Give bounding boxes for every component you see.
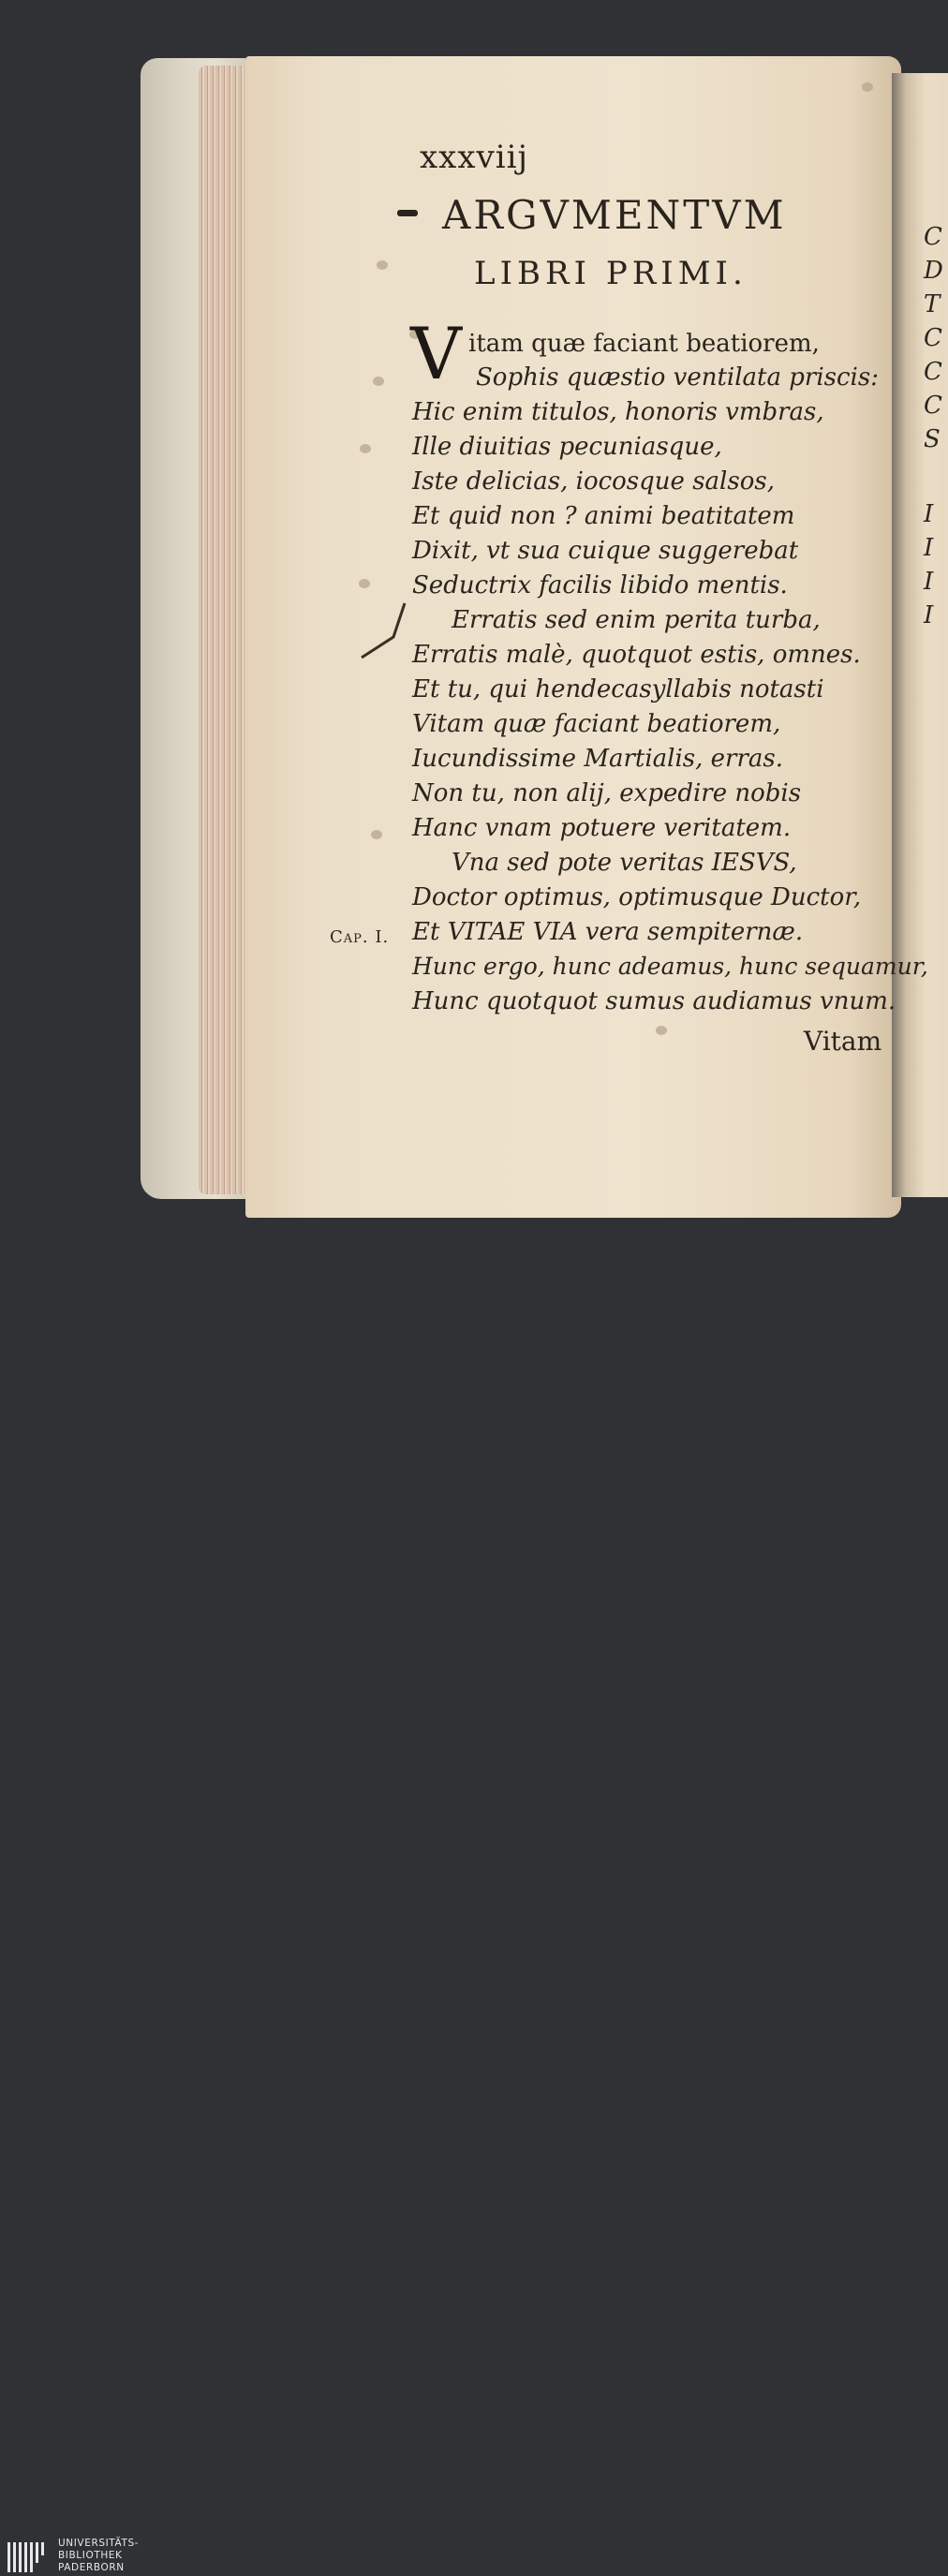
verse-line: Et VITAE VIA vera sempiternæ. (412, 918, 804, 946)
verse-line: Hunc quotquot sumus audiamus vnum. (412, 987, 896, 1015)
verse-line: Erratis sed enim perita turba, (452, 606, 821, 634)
next-page-fragment: C (924, 392, 942, 420)
logo-line: BIBLIOTHEK (58, 2550, 123, 2561)
worm-hole (360, 444, 371, 453)
next-page-fragment: I (924, 601, 934, 629)
worm-hole (373, 377, 384, 386)
next-page-fragment: I (924, 534, 934, 562)
verse-line: Dixit, vt sua cuique suggerebat (412, 537, 799, 565)
library-logo-text (58, 2538, 139, 2574)
footer-bar (0, 1267, 937, 2573)
worm-hole (862, 82, 873, 92)
verse-line: itam quæ faciant beatiorem, (468, 330, 820, 358)
verse-line: Non tu, non alij, expedire nobis (412, 779, 802, 807)
next-page-fragment: C (924, 223, 942, 251)
verse-line: Hic enim titulos, honoris vmbras, (412, 398, 824, 426)
catchword: Vitam (804, 1026, 882, 1057)
title-dash (397, 210, 418, 216)
margin-note: Cap. I. (330, 927, 390, 947)
worm-hole (371, 830, 382, 839)
verse-line: Vna sed pote veritas IESVS, (452, 849, 797, 877)
page-title: ARGVMENTVM (442, 192, 787, 238)
next-page-fragment: S (924, 425, 941, 453)
next-page-fragment: I (924, 568, 934, 596)
verse-line: Ille diuitias pecuniasque, (412, 433, 722, 461)
verse-line: Hanc vnam potuere veritatem. (412, 814, 792, 842)
logo-line: UNIVERSITÄTS- (58, 2538, 140, 2549)
verse-line: Seductrix facilis libido mentis. (412, 571, 788, 600)
verse-line: Vitam quæ faciant beatiorem, (412, 710, 781, 738)
next-page-fragment: D (924, 257, 943, 285)
verse-line: Sophis quæstio ventilata priscis: (476, 363, 879, 392)
library-logo-icon (7, 2539, 49, 2576)
next-page-edge (892, 73, 948, 1197)
next-page-fragment: I (924, 500, 934, 528)
page-subtitle: LIBRI PRIMI. (474, 255, 748, 292)
folio-number: xxxviij (420, 139, 529, 176)
verse-line: Hunc ergo, hunc adeamus, hunc sequamur, (412, 953, 928, 980)
verse-line: Et quid non ? animi beatitatem (412, 502, 795, 530)
book-scan (0, 0, 943, 1267)
verse-line: Iucundissime Martialis, erras. (412, 745, 784, 773)
ink-mark (356, 600, 412, 665)
logo-line: PADERBORN (58, 2562, 125, 2573)
verse-line: Doctor optimus, optimusque Ductor, (412, 883, 862, 911)
verse-line: Iste delicias, iocosque salsos, (412, 467, 775, 496)
worm-hole (377, 260, 388, 270)
verse-line: Et tu, qui hendecasyllabis notasti (412, 675, 824, 703)
worm-hole (359, 579, 370, 588)
next-page-fragment: C (924, 358, 942, 386)
next-page-fragment: C (924, 324, 942, 352)
drop-capital: V (410, 312, 462, 395)
worm-hole (656, 1026, 667, 1035)
next-page-fragment: T (924, 290, 941, 318)
verse-line: Erratis malè, quotquot estis, omnes. (412, 641, 861, 669)
